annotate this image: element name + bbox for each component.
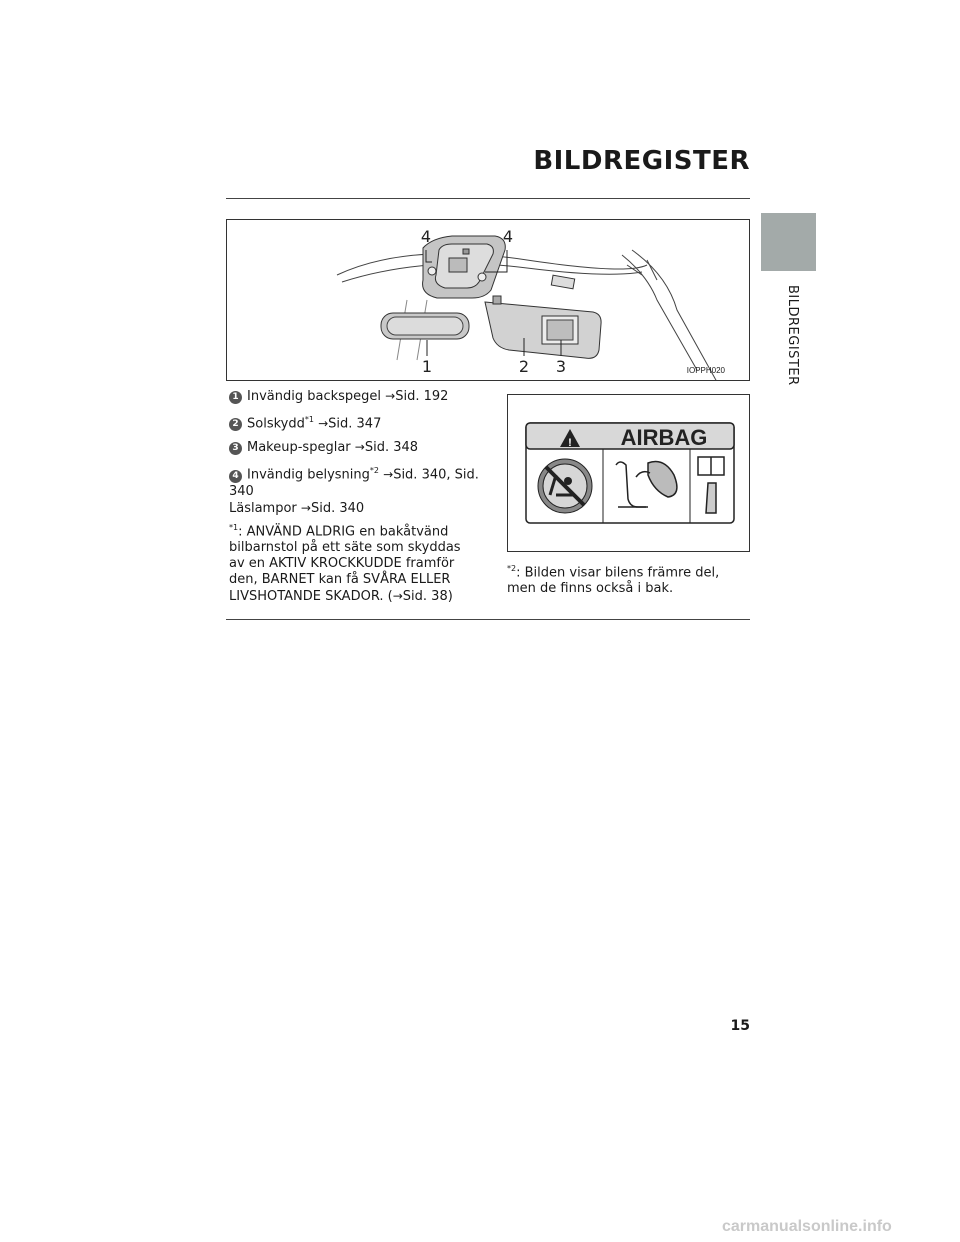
footnote-1: [229, 520, 479, 605]
callout-1: 1: [421, 357, 433, 376]
page-ref-link[interactable]: Sid. 348: [364, 440, 419, 456]
arrow-icon: →: [392, 588, 403, 603]
watermark: carmanualsonline.info: [722, 1218, 892, 1235]
list-item: [229, 439, 479, 456]
header-rule: [226, 198, 750, 199]
item-sub-label: Läslampor: [229, 500, 301, 516]
page-ref-link[interactable]: Sid. 340, Sid. 340: [229, 467, 479, 499]
arrow-icon: →: [383, 467, 394, 482]
page-title: BILDREGISTER: [533, 146, 750, 176]
footnote-marker: *2: [507, 564, 517, 573]
item-number: 1: [229, 391, 242, 404]
footnote-text: : Bilden visar bilens främre del, men de finns också i bak.: [507, 565, 720, 597]
list-item: [229, 412, 479, 432]
page-ref-link[interactable]: Sid. 38): [402, 588, 453, 604]
footnote-marker: *1: [304, 415, 314, 424]
no-rear-facing-seat-icon: [538, 459, 592, 513]
interior-figure: [226, 219, 750, 381]
list-item: [229, 388, 479, 405]
item-label: Invändig belysning: [247, 467, 370, 483]
page-ref-link[interactable]: Sid. 192: [395, 389, 449, 404]
footnote-2: [507, 561, 752, 597]
item-label: Invändig backspegel: [247, 389, 386, 404]
item-number: 4: [229, 470, 242, 483]
footnote-marker: *2: [369, 466, 379, 476]
figure-code: IOPPH020: [686, 366, 725, 375]
footnote-text: : ANVÄND ALDRIG en bakåtvänd bilbarnstol på ett säte som skyddas av en AKTIV KROCKKUDDE framför den, BARNET kan få SVÅRA ELLER LIVSHOTANDE SKADOR. (: [229, 523, 461, 604]
interior-illustration: [227, 220, 750, 381]
page-ref-link[interactable]: Sid. 347: [328, 416, 382, 432]
page-number: 15: [730, 1018, 750, 1034]
footnote-marker: *1: [229, 522, 239, 532]
item-label: Makeup-speglar: [247, 440, 355, 456]
callout-2: 2: [518, 357, 530, 376]
section-side-label: BILDREGISTER: [785, 285, 800, 386]
callout-4a: 4: [420, 227, 432, 246]
arrow-icon: →: [385, 389, 396, 403]
callout-4b: 4: [502, 227, 514, 246]
footer-rule: [226, 619, 750, 620]
airbag-label-figure: [507, 394, 750, 552]
airbag-warning-label: [508, 395, 751, 553]
item-number: 2: [229, 418, 242, 431]
arrow-icon: →: [354, 440, 365, 455]
airbag-title: AIRBAG: [620, 425, 708, 450]
page-ref-link[interactable]: Sid. 340: [310, 500, 365, 516]
arrow-icon: →: [300, 500, 311, 515]
arrow-icon: →: [318, 416, 329, 431]
item-list: [229, 388, 479, 605]
item-label: Solskydd: [247, 416, 305, 432]
section-tab[interactable]: [761, 213, 816, 271]
list-item: [229, 463, 479, 516]
warning-mark: !: [568, 437, 572, 449]
callout-3: 3: [555, 357, 567, 376]
item-number: 3: [229, 442, 242, 455]
